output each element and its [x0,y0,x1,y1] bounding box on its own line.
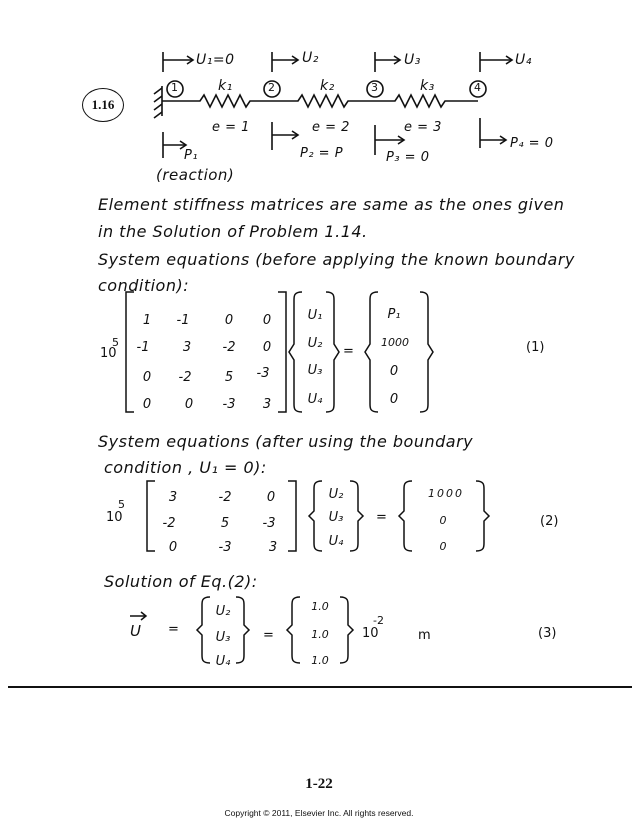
eq1-cell-2-2: 3 [182,340,192,355]
copyright-notice: Copyright © 2011, Elsevier Inc. All rights reserved. [224,808,414,818]
force-label-4: P₄ = 0 [510,136,554,151]
node-label-4: 4 [474,81,481,94]
text-line-4: condition): [98,276,190,295]
eq1-cell-3-4: -3 [256,366,270,381]
spring-2 [272,95,375,107]
text-line-6: condition , U₁ = 0): [104,458,267,477]
eq1-equals: = [343,344,354,359]
spring-label-2: k₂ [320,78,335,94]
eq3-value-3: 1.0 [311,654,329,667]
page-number: 1-22 [305,776,333,792]
node-label-2: 2 [268,81,275,94]
eq1-cell-3-3: 5 [224,370,234,385]
displacement-label-2: U₂ [302,50,319,66]
vector-arrow [130,612,146,620]
eq2-number: (2) [540,514,559,529]
eq1-cell-4-3: -3 [222,397,236,412]
displacement-arrow-4 [480,52,512,72]
eq3-unknown-2: U₃ [215,630,231,645]
node-label-1: 1 [171,81,178,94]
eq1-cell-2-1: -1 [136,340,150,355]
eq2-rhs-3: 0 [439,540,447,553]
eq2-rhs-right-brace [476,481,489,551]
eq3-number: (3) [538,626,557,641]
eq2-cell-3-3: 3 [268,540,278,555]
eq3-equals-1: = [168,622,179,637]
element-label-3: e = 3 [404,120,442,135]
eq3-unknown-3: U₄ [215,654,231,669]
text-line-3: System equations (before applying the known boundary [98,250,575,269]
eq3-values-left-brace [287,597,300,663]
eq2-rhs-1: 1000 [428,487,464,500]
eq1-rhs-1: P₁ [387,307,401,322]
eq1-rhs-right-brace [420,292,433,412]
text-line-7: Solution of Eq.(2): [104,572,258,591]
eq1-unknown-4: U₄ [307,392,323,407]
eq2-rhs-left-brace [399,481,412,551]
eq1-cell-2-4: 0 [262,340,272,355]
eq1-unknown-1: U₁ [307,308,323,323]
eq1-cell-2-3: -2 [222,340,236,355]
eq3-exponent: -2 [373,614,384,627]
force-label-1: P₁ [184,148,199,163]
node-label-3: 3 [371,81,378,94]
eq1-cell-1-1: 1 [142,313,152,328]
eq1-rhs-4: 0 [389,392,399,407]
eq3-value-1: 1.0 [311,600,329,613]
eq1-cell-1-4: 0 [262,313,272,328]
eq3-equals-2: = [263,628,274,643]
eq1-unknown-3: U₃ [307,363,323,378]
spring-label-1: k₁ [218,78,233,94]
eq2-cell-2-2: 5 [220,516,230,531]
eq1-cell-4-4: 3 [262,397,272,412]
force-label-2: P₂ = P [300,146,344,161]
force-arrow-2 [272,122,298,150]
eq2-cell-3-2: -3 [218,540,232,555]
eq1-cell-4-1: 0 [142,397,152,412]
text-line-2: in the Solution of Problem 1.14. [98,222,368,241]
element-label-1: e = 1 [212,120,250,135]
eq1-number: (1) [526,340,545,355]
eq1-scale: 10 [100,346,117,361]
eq1-cell-4-2: 0 [184,397,194,412]
eq3-scale: 10 [362,626,379,641]
eq2-cell-1-2: -2 [218,490,232,505]
spring-3 [375,95,478,107]
eq2-cell-2-3: -3 [262,516,276,531]
eq1-cell-3-1: 0 [142,370,152,385]
eq1-unknown-2: U₂ [307,336,323,351]
eq2-cell-3-1: 0 [168,540,178,555]
element-label-2: e = 2 [312,120,350,135]
eq2-equals: = [376,510,387,525]
text-line-1: Element stiffness matrices are same as the ones given [98,195,565,214]
eq2-unknown-2: U₃ [328,510,344,525]
eq1-cell-3-2: -2 [178,370,192,385]
force-label-3: P₃ = 0 [386,150,430,165]
wall-hatching [154,88,162,118]
footer-divider [8,686,632,688]
eq1-rhs-3: 0 [389,364,399,379]
force-arrow-1 [163,132,186,158]
eq2-cell-2-1: -2 [162,516,176,531]
displacement-arrow-1 [163,52,192,72]
displacement-label-4: U₄ [515,52,532,68]
eq1-exponent: 5 [112,336,119,349]
spring-label-3: k₃ [420,78,435,94]
displacement-label-1: U₁=0 [196,52,235,68]
eq2-unknown-1: U₂ [328,487,344,502]
eq3-lhs: U [130,622,141,640]
eq2-unknown-3: U₄ [328,534,344,549]
eq3-unknown-1: U₂ [215,604,231,619]
text-line-5: System equations (after using the boundary [98,432,474,451]
eq2-cell-1-3: 0 [266,490,276,505]
eq2-exponent: 5 [118,498,125,511]
eq2-scale: 10 [106,510,123,525]
eq2-cell-1-1: 3 [168,490,178,505]
eq1-rhs-2: 1000 [381,336,409,349]
eq3-unit: m [418,628,431,643]
eq1-cell-1-2: -1 [176,313,190,328]
eq3-value-2: 1.0 [311,628,329,641]
eq2-rhs-2: 0 [439,514,447,527]
displacement-label-3: U₃ [404,52,421,68]
reaction-label: (reaction) [156,166,235,184]
problem-number-badge: 1.16 [82,88,124,122]
eq3-values-right-brace [340,597,353,663]
eq1-cell-1-3: 0 [224,313,234,328]
